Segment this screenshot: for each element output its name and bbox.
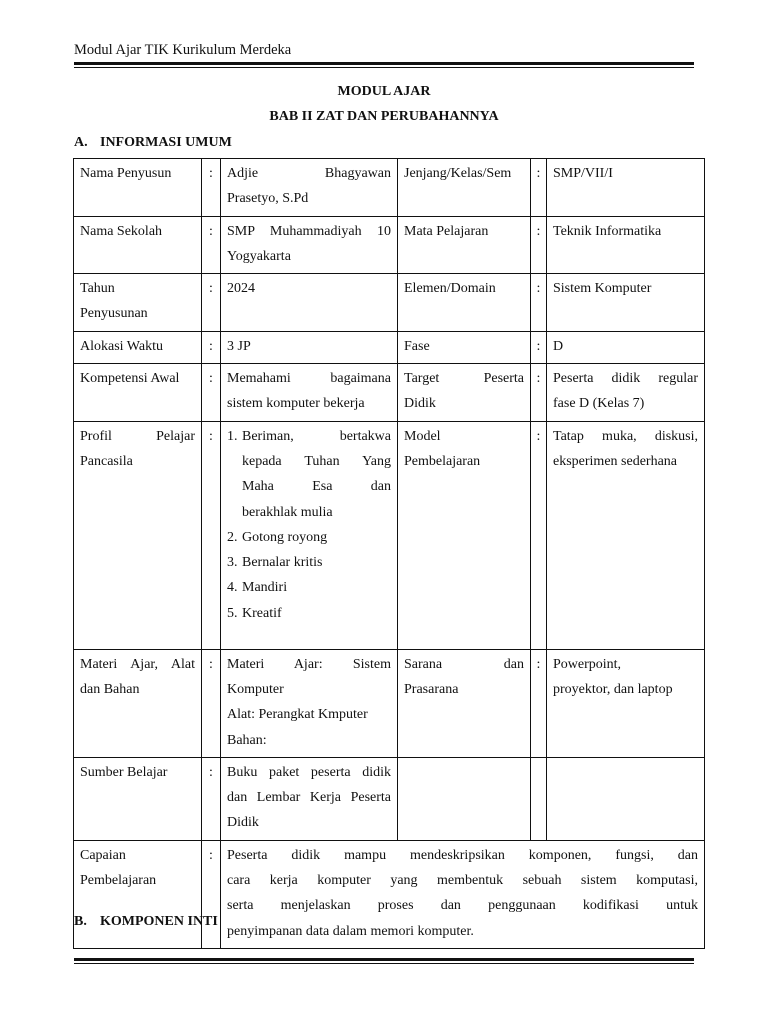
label-alokasi: Alokasi Waktu: [74, 331, 202, 363]
label-sumber: Sumber Belajar: [74, 757, 202, 840]
value-model: Tatap muka, diskusi, eksperimen sederhana: [547, 421, 705, 649]
table-row: [74, 216, 705, 274]
section-b-heading: [74, 914, 218, 930]
colon: :: [202, 216, 221, 274]
table-row: [74, 364, 705, 422]
label-jenjang: Jenjang/Kelas/Sem: [398, 159, 531, 217]
table-row: [74, 159, 705, 217]
label-mata-pelajaran: Mata Pelajaran: [398, 216, 531, 274]
label-model: Model Pembelajaran: [398, 421, 531, 649]
value-kompetensi: Memahami bagaimana sistem komputer bekerja: [221, 364, 398, 422]
section-a-title: INFORMASI UMUM: [100, 135, 232, 150]
colon: :: [202, 421, 221, 649]
empty-cell: [531, 757, 547, 840]
section-a-letter: A.: [74, 135, 88, 150]
value-fase: D: [547, 331, 705, 363]
profil-list: [227, 424, 391, 626]
label-nama-sekolah: Nama Sekolah: [74, 216, 202, 274]
label-materi: Materi Ajar, Alat dan Bahan: [74, 649, 202, 757]
table-row: [74, 421, 705, 649]
info-table: [73, 158, 705, 949]
value-sumber: Buku paket peserta didik dan Lembar Kerja Peserta Didik: [221, 757, 398, 840]
section-b-title: KOMPONEN INTI: [100, 914, 218, 929]
document-title: MODUL AJAR: [337, 84, 431, 99]
running-header: Modul Ajar TIK Kurikulum Merdeka: [74, 42, 292, 58]
empty-cell: [547, 757, 705, 840]
value-tahun: 2024: [221, 274, 398, 332]
colon: :: [531, 274, 547, 332]
value-alokasi: 3 JP: [221, 331, 398, 363]
label-profil: Profil Pelajar Pancasila: [74, 421, 202, 649]
section-b-letter: B.: [74, 914, 87, 929]
table-row: [74, 274, 705, 332]
label-nama-penyusun: Nama Penyusun: [74, 159, 202, 217]
colon: :: [202, 649, 221, 757]
colon: :: [531, 216, 547, 274]
list-item: 4. Mandiri: [227, 580, 288, 596]
label-capaian: Capaian Pembelajaran: [74, 840, 202, 948]
footer-rule: [74, 958, 694, 964]
list-item: 5. Kreatif: [227, 605, 282, 621]
label-fase: Fase: [398, 331, 531, 363]
value-jenjang: SMP/VII/I: [547, 159, 705, 217]
colon: :: [531, 421, 547, 649]
section-a-heading: [74, 135, 232, 151]
label-elemen: Elemen/Domain: [398, 274, 531, 332]
value-nama-penyusun: Adjie Bhagyawan Prasetyo, S.Pd: [221, 159, 398, 217]
colon: :: [202, 757, 221, 840]
list-item: 2. Gotong royong: [227, 529, 328, 545]
label-sarana: Sarana dan Prasarana: [398, 649, 531, 757]
label-target: Target Peserta Didik: [398, 364, 531, 422]
value-elemen: Sistem Komputer: [547, 274, 705, 332]
table-row: [74, 649, 705, 757]
label-kompetensi: Kompetensi Awal: [74, 364, 202, 422]
value-profil: [221, 421, 398, 649]
colon: :: [531, 331, 547, 363]
empty-cell: [398, 757, 531, 840]
colon: :: [531, 649, 547, 757]
value-sarana: Powerpoint, proyektor, dan laptop: [547, 649, 705, 757]
table-row: [74, 757, 705, 840]
colon: :: [202, 274, 221, 332]
label-tahun: Tahun Penyusunan: [74, 274, 202, 332]
table-row: [74, 840, 705, 948]
list-item: 1. Beriman, bertakwa kepada Tuhan Yang Maha Esa dan berakhlak mulia: [227, 428, 391, 520]
colon: :: [531, 159, 547, 217]
table-row: [74, 331, 705, 363]
colon: :: [202, 364, 221, 422]
header-rule: [74, 62, 694, 68]
list-item: 3. Bernalar kritis: [227, 555, 323, 571]
value-materi: Materi Ajar: Sistem Komputer Alat: Perangkat Kmputer Bahan:: [221, 649, 398, 757]
colon: :: [202, 840, 221, 948]
document-subtitle: BAB II ZAT DAN PERUBAHANNYA: [269, 109, 499, 124]
value-nama-sekolah: SMP Muhammadiyah 10 Yogyakarta: [221, 216, 398, 274]
value-mata-pelajaran: Teknik Informatika: [547, 216, 705, 274]
value-target: Peserta didik regular fase D (Kelas 7): [547, 364, 705, 422]
value-capaian: Peserta didik mampu mendeskripsikan komponen, fungsi, dan cara kerja komputer yang membentuk sebuah sistem komputasi, serta menjelaskan proses dan penggunaan kodifikasi untuk penyimpanan data dalam memori komputer.: [221, 840, 705, 948]
colon: :: [531, 364, 547, 422]
colon: :: [202, 331, 221, 363]
colon: :: [202, 159, 221, 217]
